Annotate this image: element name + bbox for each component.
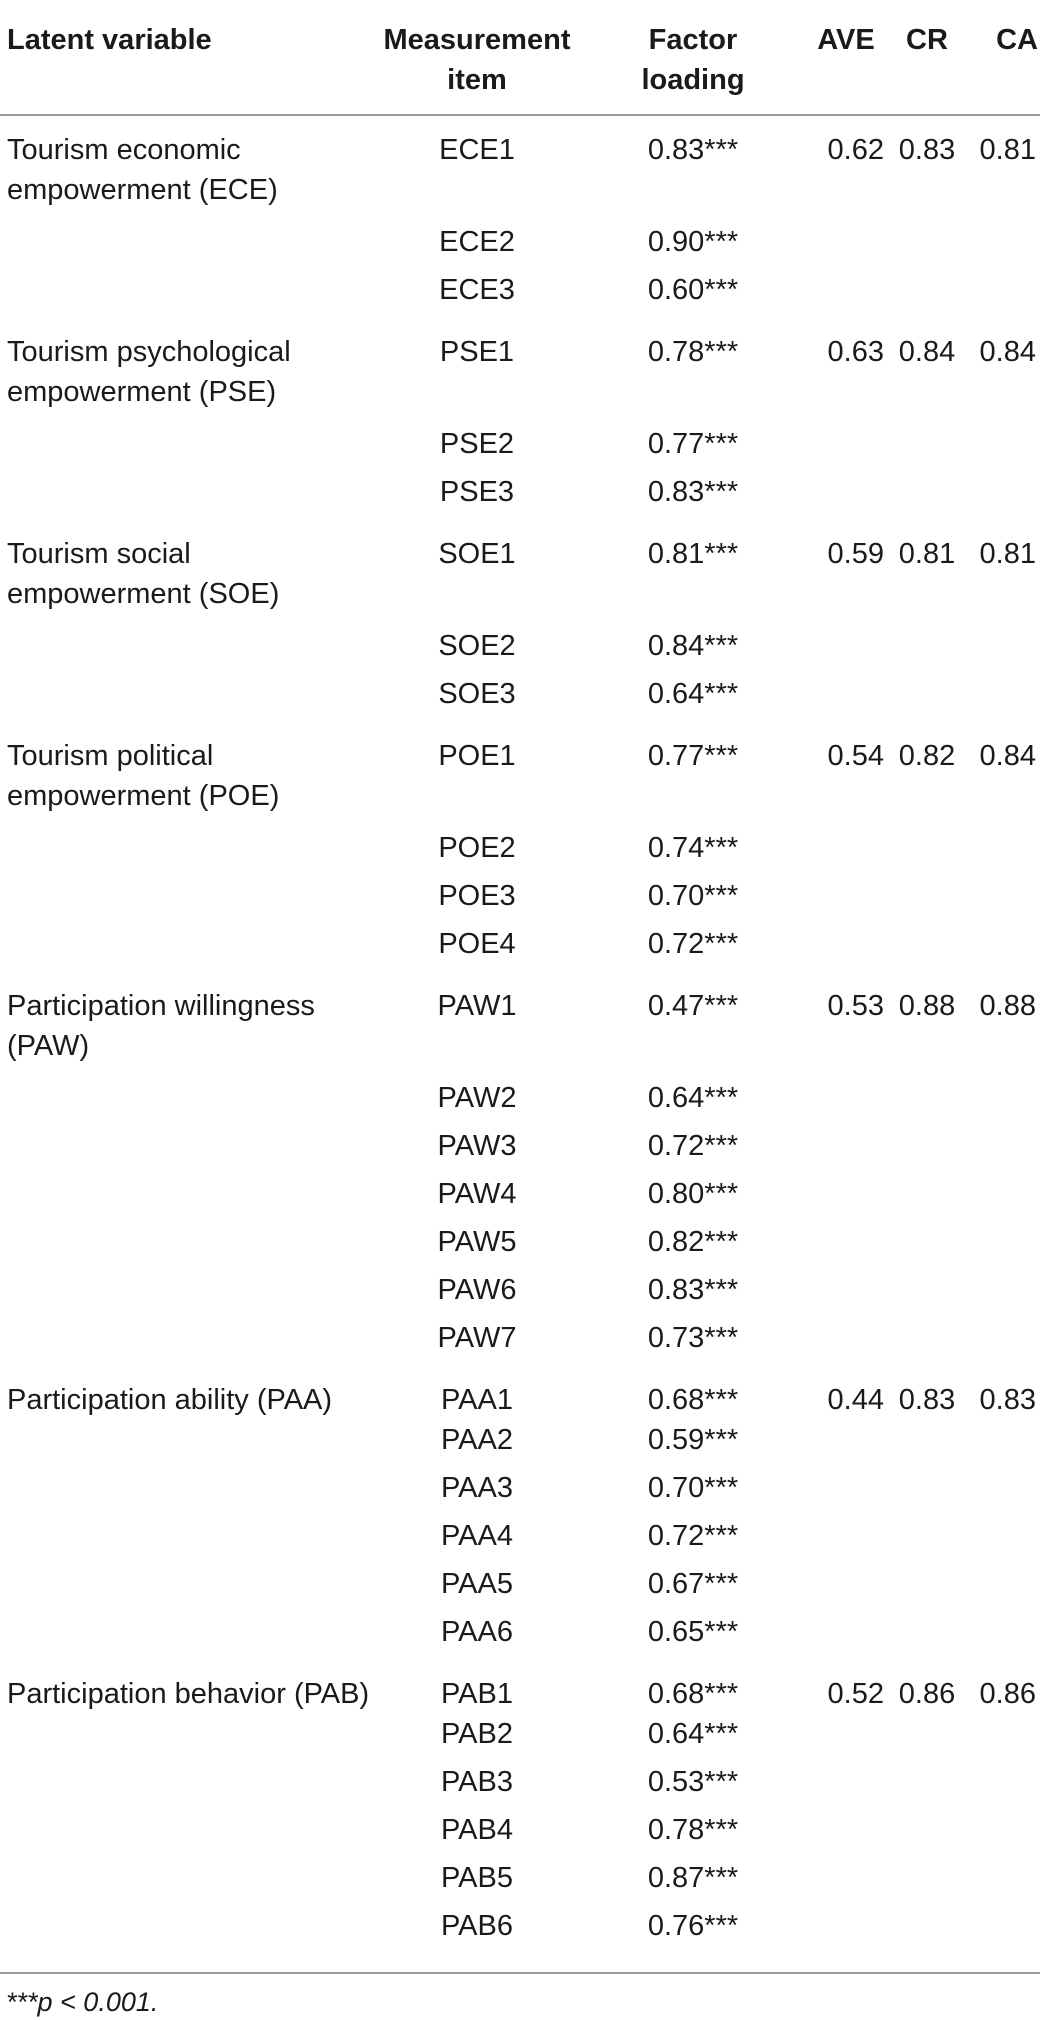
- measurement-item-cell: SOE3: [438, 678, 516, 710]
- latent-variable-cell: [0, 1174, 372, 1222]
- ca-cell: [966, 472, 1040, 520]
- cr-cell: [888, 1126, 966, 1174]
- measurement-item-cell: ECE2: [439, 226, 515, 258]
- ca-cell: [966, 1564, 1040, 1612]
- measurement-item-cell: PAW5: [437, 1226, 517, 1258]
- factor-loading-cell: 0.60***: [647, 274, 739, 306]
- cr-cell: 0.83: [898, 134, 956, 166]
- factor-loading-cell: 0.65***: [647, 1616, 739, 1648]
- ave-cell: [804, 1906, 888, 1973]
- table-row: [0, 1270, 1040, 1318]
- table-row: [0, 1078, 1040, 1126]
- factor-loading-cell: 0.68***: [647, 1678, 739, 1710]
- ca-cell: [966, 424, 1040, 472]
- measurement-item-cell: ECE1: [439, 134, 515, 166]
- latent-variable-cell: Participation ability (PAA): [7, 1384, 333, 1416]
- measurement-item-cell: POE1: [438, 740, 516, 772]
- latent-variable-cell: Participation behavior (PAB): [7, 1678, 370, 1710]
- table-row: [0, 1366, 1040, 1420]
- table-row: [0, 674, 1040, 722]
- latent-variable-cell: [0, 828, 372, 876]
- ca-cell: [966, 1126, 1040, 1174]
- ca-cell: [966, 1858, 1040, 1906]
- measurement-item-cell: PAW1: [437, 990, 517, 1022]
- measurement-item-cell: PAW6: [437, 1274, 517, 1306]
- ave-cell: [804, 1516, 888, 1564]
- footnote: ***p < 0.001.: [0, 1973, 1040, 2020]
- header-factor-loading: Factor loading: [582, 0, 804, 115]
- latent-variable-cell: [0, 1612, 372, 1660]
- footnote-row: [0, 1973, 1040, 2020]
- ave-cell: [804, 924, 888, 972]
- factor-loading-cell: 0.77***: [647, 740, 739, 772]
- latent-variable-cell: [0, 1270, 372, 1318]
- ave-cell: [804, 222, 888, 270]
- ca-cell: [966, 1762, 1040, 1810]
- ca-cell: [966, 1468, 1040, 1516]
- measurement-item-cell: POE2: [438, 832, 516, 864]
- measurement-item-cell: PAA6: [440, 1616, 513, 1648]
- factor-loading-cell: 0.64***: [647, 1718, 739, 1750]
- ca-cell: [966, 924, 1040, 972]
- cr-cell: [888, 626, 966, 674]
- latent-variable-cell: [0, 626, 372, 674]
- cr-cell: [888, 1222, 966, 1270]
- cr-cell: 0.88: [898, 990, 956, 1022]
- factor-loading-cell: 0.87***: [647, 1862, 739, 1894]
- ave-cell: [804, 424, 888, 472]
- header-ave: AVE: [804, 0, 888, 115]
- ave-cell: [804, 1420, 888, 1468]
- cr-cell: [888, 1906, 966, 1973]
- latent-variable-cell: [0, 1906, 372, 1973]
- measurement-item-cell: PAA4: [440, 1520, 513, 1552]
- ca-cell: [966, 1270, 1040, 1318]
- factor-loading-cell: 0.82***: [647, 1226, 739, 1258]
- cr-cell: [888, 222, 966, 270]
- table-row: [0, 1810, 1040, 1858]
- factor-loading-cell: 0.74***: [647, 832, 739, 864]
- measurement-item-cell: PAB6: [440, 1910, 513, 1942]
- latent-variable-cell: Tourism psychological empowerment (PSE): [7, 336, 291, 408]
- header-ca: CA: [966, 0, 1040, 115]
- ave-cell: 0.52: [827, 1678, 884, 1710]
- measurement-item-cell: PSE2: [439, 428, 515, 460]
- measurement-item-cell: PAA5: [440, 1568, 513, 1600]
- factor-loading-cell: 0.72***: [647, 1520, 739, 1552]
- table-row: [0, 222, 1040, 270]
- ca-cell: [966, 876, 1040, 924]
- latent-variable-cell: [0, 270, 372, 318]
- ave-cell: [804, 876, 888, 924]
- cr-cell: [888, 1516, 966, 1564]
- ave-cell: 0.44: [827, 1384, 884, 1416]
- ca-cell: 0.83: [979, 1384, 1036, 1416]
- table-row: [0, 115, 1040, 222]
- ave-cell: [804, 1468, 888, 1516]
- ave-cell: [804, 270, 888, 318]
- measurement-item-cell: PAB3: [440, 1766, 513, 1798]
- table-row: [0, 1858, 1040, 1906]
- table-row: [0, 1420, 1040, 1468]
- ca-cell: [966, 828, 1040, 876]
- latent-variable-cell: Participation willingness (PAW): [7, 990, 315, 1062]
- cr-cell: [888, 1564, 966, 1612]
- ca-cell: [966, 1714, 1040, 1762]
- measurement-item-cell: PAB2: [440, 1718, 513, 1750]
- factor-loading-cell: 0.83***: [647, 134, 739, 166]
- ave-cell: [804, 1174, 888, 1222]
- table-row: [0, 318, 1040, 424]
- factor-loading-cell: 0.83***: [647, 476, 739, 508]
- table-row: [0, 520, 1040, 626]
- cr-cell: [888, 1762, 966, 1810]
- ave-cell: [804, 1318, 888, 1366]
- latent-variable-cell: [0, 1078, 372, 1126]
- table-row: [0, 472, 1040, 520]
- latent-variable-cell: [0, 472, 372, 520]
- ave-cell: [804, 1222, 888, 1270]
- ca-cell: [966, 674, 1040, 722]
- measurement-item-cell: PSE3: [439, 476, 515, 508]
- ave-cell: [804, 1564, 888, 1612]
- cr-cell: [888, 876, 966, 924]
- cr-cell: [888, 1078, 966, 1126]
- header-latent-variable: Latent variable: [0, 0, 372, 115]
- ca-cell: [966, 1516, 1040, 1564]
- ca-cell: [966, 1906, 1040, 1973]
- ave-cell: [804, 1714, 888, 1762]
- ca-cell: [966, 626, 1040, 674]
- table-row: [0, 722, 1040, 828]
- latent-variable-cell: [0, 1468, 372, 1516]
- factor-loading-cell: 0.77***: [647, 428, 739, 460]
- latent-variable-cell: [0, 1564, 372, 1612]
- measurement-item-cell: PAB5: [440, 1862, 513, 1894]
- ca-cell: [966, 1174, 1040, 1222]
- table-row: [0, 972, 1040, 1078]
- measurement-item-cell: SOE2: [438, 630, 516, 662]
- table-row: [0, 1660, 1040, 1714]
- table-row: [0, 924, 1040, 972]
- measurement-item-cell: PAW2: [437, 1082, 517, 1114]
- table-row: [0, 876, 1040, 924]
- measurement-item-cell: PAA2: [440, 1424, 513, 1456]
- table-row: [0, 1516, 1040, 1564]
- ca-cell: [966, 222, 1040, 270]
- ca-cell: [966, 1612, 1040, 1660]
- measurement-item-cell: SOE1: [438, 538, 516, 570]
- table-row: [0, 1126, 1040, 1174]
- table-row: [0, 1714, 1040, 1762]
- ca-cell: 0.81: [979, 134, 1036, 166]
- header-cr: CR: [888, 0, 966, 115]
- latent-variable-cell: [0, 876, 372, 924]
- latent-variable-cell: [0, 924, 372, 972]
- factor-loading-cell: 0.53***: [647, 1766, 739, 1798]
- latent-variable-cell: [0, 222, 372, 270]
- ca-cell: [966, 1078, 1040, 1126]
- factor-loading-cell: 0.84***: [647, 630, 739, 662]
- ave-cell: [804, 1270, 888, 1318]
- ca-cell: 0.81: [979, 538, 1036, 570]
- latent-variable-cell: [0, 1858, 372, 1906]
- cr-cell: [888, 1810, 966, 1858]
- measurement-item-cell: PAB1: [440, 1678, 513, 1710]
- cr-cell: [888, 1612, 966, 1660]
- factor-loading-cell: 0.70***: [647, 880, 739, 912]
- latent-variable-cell: [0, 1516, 372, 1564]
- table-row: [0, 1762, 1040, 1810]
- table-row: [0, 1564, 1040, 1612]
- factor-loading-cell: 0.73***: [647, 1322, 739, 1354]
- measurement-item-cell: PAW4: [437, 1178, 517, 1210]
- latent-variable-cell: [0, 1714, 372, 1762]
- ave-cell: 0.59: [827, 538, 884, 570]
- latent-variable-cell: [0, 674, 372, 722]
- factor-loading-cell: 0.72***: [647, 1130, 739, 1162]
- ca-cell: 0.84: [979, 336, 1036, 368]
- measurement-item-cell: PAA1: [440, 1384, 513, 1416]
- ave-cell: [804, 1810, 888, 1858]
- cr-cell: 0.81: [898, 538, 956, 570]
- latent-variable-cell: [0, 1762, 372, 1810]
- cr-cell: [888, 270, 966, 318]
- cr-cell: [888, 1420, 966, 1468]
- latent-variable-cell: [0, 1126, 372, 1174]
- table-row: [0, 1174, 1040, 1222]
- ave-cell: [804, 674, 888, 722]
- measurement-item-cell: PAW7: [437, 1322, 517, 1354]
- ave-cell: 0.63: [827, 336, 884, 368]
- factor-loading-cell: 0.47***: [647, 990, 739, 1022]
- table-row: [0, 626, 1040, 674]
- cr-cell: [888, 1858, 966, 1906]
- table-row: [0, 1318, 1040, 1366]
- table-body: [0, 115, 1040, 1973]
- ca-cell: [966, 1318, 1040, 1366]
- latent-variable-cell: [0, 1318, 372, 1366]
- factor-loading-cell: 0.83***: [647, 1274, 739, 1306]
- latent-variable-cell: [0, 424, 372, 472]
- latent-variable-cell: Tourism economic empowerment (ECE): [7, 134, 278, 206]
- latent-variable-cell: [0, 1420, 372, 1468]
- latent-variable-cell: Tourism social empowerment (SOE): [7, 538, 280, 610]
- ave-cell: [804, 1762, 888, 1810]
- cr-cell: [888, 1714, 966, 1762]
- ave-cell: 0.53: [827, 990, 884, 1022]
- table-row: [0, 1906, 1040, 1973]
- ca-cell: [966, 1222, 1040, 1270]
- cr-cell: 0.84: [898, 336, 956, 368]
- latent-variable-cell: [0, 1810, 372, 1858]
- table-row: [0, 1222, 1040, 1270]
- factor-loading-cell: 0.72***: [647, 928, 739, 960]
- ave-cell: [804, 1612, 888, 1660]
- header-row: [0, 0, 1040, 115]
- cr-cell: [888, 1174, 966, 1222]
- ca-cell: 0.84: [979, 740, 1036, 772]
- ca-cell: [966, 1810, 1040, 1858]
- measurement-item-cell: ECE3: [439, 274, 515, 306]
- factor-loading-cell: 0.67***: [647, 1568, 739, 1600]
- factor-loading-cell: 0.81***: [647, 538, 739, 570]
- cr-cell: [888, 1270, 966, 1318]
- factor-loading-cell: 0.64***: [647, 1082, 739, 1114]
- ave-cell: 0.54: [827, 740, 884, 772]
- ave-cell: [804, 1126, 888, 1174]
- ca-cell: [966, 1420, 1040, 1468]
- measurement-item-cell: PAW3: [437, 1130, 517, 1162]
- cr-cell: 0.82: [898, 740, 956, 772]
- header-measurement-item: Measurement item: [372, 0, 582, 115]
- measurement-item-cell: POE4: [438, 928, 516, 960]
- ave-cell: [804, 1078, 888, 1126]
- table-row: [0, 424, 1040, 472]
- cr-cell: [888, 924, 966, 972]
- ca-cell: 0.88: [979, 990, 1036, 1022]
- factor-loading-cell: 0.64***: [647, 678, 739, 710]
- ave-cell: [804, 828, 888, 876]
- cr-cell: [888, 828, 966, 876]
- ca-cell: [966, 270, 1040, 318]
- latent-variable-cell: Tourism political empowerment (POE): [7, 740, 280, 812]
- cr-cell: [888, 472, 966, 520]
- measurement-item-cell: POE3: [438, 880, 516, 912]
- latent-variable-cell: [0, 1222, 372, 1270]
- ave-cell: [804, 472, 888, 520]
- factor-loading-cell: 0.78***: [647, 336, 739, 368]
- table-row: [0, 1612, 1040, 1660]
- ave-cell: [804, 626, 888, 674]
- factor-loading-cell: 0.76***: [647, 1910, 739, 1942]
- measurement-item-cell: PAB4: [440, 1814, 513, 1846]
- factor-loading-cell: 0.70***: [647, 1472, 739, 1504]
- measurement-item-cell: PSE1: [439, 336, 515, 368]
- factor-loading-cell: 0.78***: [647, 1814, 739, 1846]
- ca-cell: 0.86: [979, 1678, 1036, 1710]
- ave-cell: [804, 1858, 888, 1906]
- measurement-item-cell: PAA3: [440, 1472, 513, 1504]
- table-row: [0, 828, 1040, 876]
- cr-cell: 0.83: [898, 1384, 956, 1416]
- cr-cell: 0.86: [898, 1678, 956, 1710]
- factor-loading-cell: 0.90***: [647, 226, 739, 258]
- cr-cell: [888, 1318, 966, 1366]
- cr-cell: [888, 674, 966, 722]
- table-row: [0, 1468, 1040, 1516]
- factor-loading-cell: 0.80***: [647, 1178, 739, 1210]
- factor-loading-cell: 0.68***: [647, 1384, 739, 1416]
- table-row: [0, 270, 1040, 318]
- cr-cell: [888, 1468, 966, 1516]
- ave-cell: 0.62: [827, 134, 884, 166]
- cr-cell: [888, 424, 966, 472]
- factor-loading-cell: 0.59***: [647, 1424, 739, 1456]
